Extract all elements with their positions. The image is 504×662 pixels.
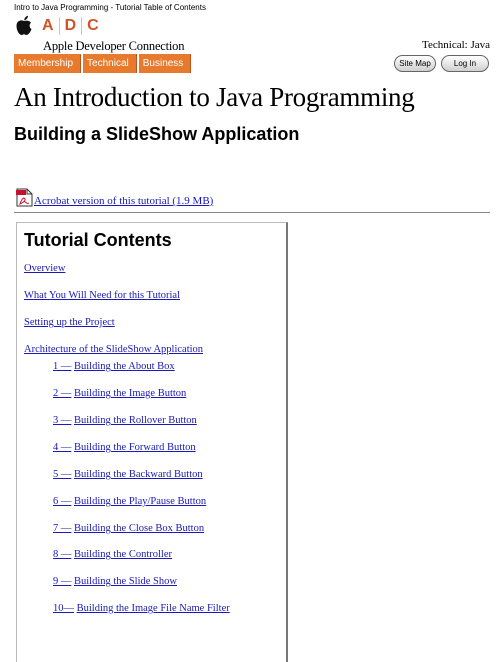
nav-bar [14,54,193,73]
toc-step-number: 9 — [53,576,72,587]
toc-step-10[interactable] [53,603,230,614]
toc-step-label: Building the Slide Show [74,576,177,587]
document-title: Intro to Java Programming - Tutorial Table of Contents [14,3,206,12]
toc-step-number: 2 — [53,388,72,399]
toc-step-label: Building the Backward Button [74,469,203,480]
logo-letter: C [81,17,104,35]
toc-link-label: Overview [24,263,66,274]
nav-tab-technical[interactable]: Technical [83,54,137,73]
toc-step-7[interactable] [53,523,204,534]
toc-step-number: 8 — [53,549,72,560]
toc-step-number: 5 — [53,469,72,480]
toc-step-9[interactable] [53,576,177,587]
toc-link-label: What You Will Need for this Tutorial [24,290,181,301]
adc-subtitle: Apple Developer Connection [43,39,185,53]
toc-link-architecture[interactable] [24,344,203,355]
toc-step-8[interactable] [53,549,172,560]
toc-step-label: Building the Close Box Button [74,523,205,534]
toc-step-6[interactable] [53,496,206,507]
utility-buttons [394,55,489,72]
toc-step-5[interactable] [53,469,203,480]
page-subtitle: Building a SlideShow Application [14,124,300,144]
toc-step-label: Building the About Box [74,361,175,372]
toc-step-number: 3 — [53,415,72,426]
adc-logo[interactable] [40,17,104,35]
nav-tab-membership[interactable]: Membership [14,54,81,73]
toc-step-1[interactable] [53,361,175,372]
nav-tab-business[interactable]: Business [139,54,192,73]
toc-step-label: Building the Image File Name Filter [76,603,230,614]
toc-step-2[interactable] [53,388,186,399]
pdf-download [16,188,213,207]
toc-link-label: Setting up the Project [24,317,115,328]
toc-step-label: Building the Rollover Button [74,415,197,426]
logo-letter: D [59,17,82,35]
toc-step-label: Building the Play/Pause Button [74,496,207,507]
toc-step-4[interactable] [53,442,196,453]
toc-step-number: 1 — [53,361,72,372]
section-label: Technical: Java [422,39,490,51]
toc-link-requirements[interactable] [24,290,180,301]
toc-heading: Tutorial Contents [24,230,172,250]
toc-step-number: 7 — [53,523,72,534]
site-map-button[interactable]: Site Map [394,55,436,72]
apple-logo-icon[interactable] [14,15,34,36]
toc-link-project-setup[interactable] [24,317,115,328]
toc-step-number: 4 — [53,442,72,453]
page-title: An Introduction to Java Programming [14,82,415,112]
toc-link-overview[interactable] [24,263,65,274]
divider [14,212,490,213]
toc-step-number: 10— [53,603,74,614]
toc-step-number: 6 — [53,496,72,507]
logo-letter: A [42,17,54,34]
toc-step-3[interactable] [53,415,197,426]
pdf-link[interactable]: Acrobat version of this tutorial (1.9 MB) [34,195,214,207]
toc-link-label: Architecture of the SlideShow Application [24,344,204,355]
log-in-button[interactable]: Log In [441,55,489,72]
toc-step-label: Building the Forward Button [74,442,196,453]
pdf-file-icon[interactable] [16,188,33,207]
toc-step-label: Building the Controller [74,549,172,560]
toc-step-label: Building the Image Button [74,388,187,399]
